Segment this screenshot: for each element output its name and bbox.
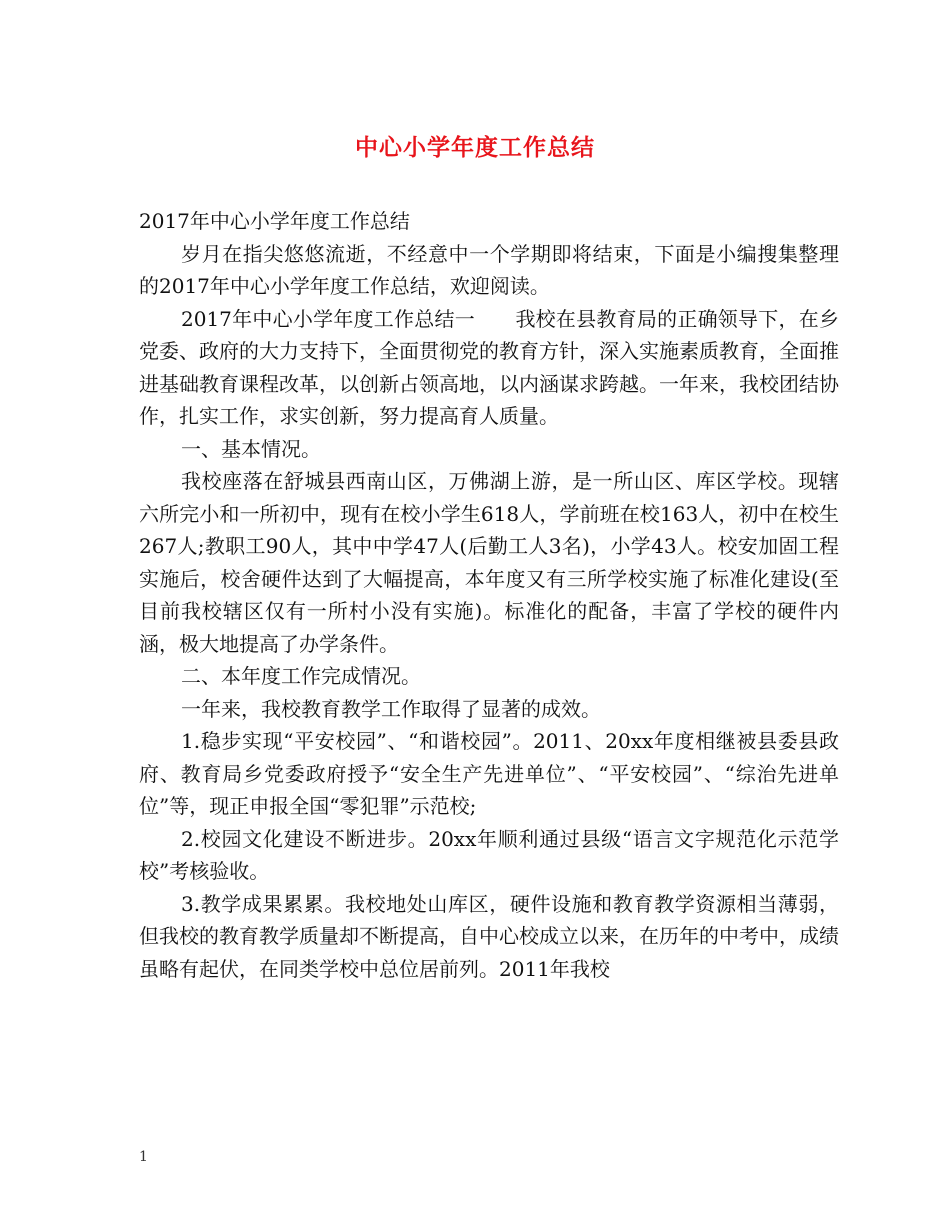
body-paragraph: 2017年中心小学年度工作总结 [139, 209, 410, 233]
page-number: 1 [139, 1149, 148, 1165]
section-heading: 一、基本情况。 [181, 436, 321, 461]
body-paragraph: 岁月在指尖悠悠流逝，不经意中一个学期即将结束，下面是小编搜集整理的2017年中心小学年度工作总结，欢迎阅读。 [139, 241, 839, 298]
body-paragraph: 一年来，我校教育教学工作取得了显著的成效。 [181, 696, 601, 721]
document-body [139, 205, 839, 985]
body-paragraph: 2017年中心小学年度工作总结一 我校在县教育局的正确领导下，在乡党委、政府的大力支持下，全面贯彻党的教育方针，深入实施素质教育，全面推进基础教育课程改革，以创新占领高地，以内涵谋求跨越。一年来，我校团结协作，扎实工作，求实创新，努力提高育人质量。 [139, 306, 839, 428]
document-title: 中心小学年度工作总结 [355, 135, 595, 161]
body-paragraph: 我校座落在舒城县西南山区，万佛湖上游，是一所山区、库区学校。现辖六所完小和一所初中，现有在校小学生618人，学前班在校163人，初中在校生267人;教职工90人，其中中学47人(后勤工人3名)，小学43人。校安加固工程实施后，校舍硬件达到了大幅提高，本年度又有三所学校实施了标准化建设(至目前我校辖区仅有一所村小没有实施)。标准化的配备，丰富了学校的硬件内涵，极大地提高了办学条件。 [139, 469, 839, 656]
list-item: 1.稳步实现“平安校园”、“和谐校园”。2011、20xx年度相继被县委县政府、教育局乡党委政府授予“安全生产先进单位”、“平安校园”、“综治先进单位”等，现正申报全国“零犯罪”示范校; [139, 729, 839, 818]
list-item: 3.教学成果累累。我校地处山库区，硬件设施和教育教学资源相当薄弱，但我校的教育教学质量却不断提高，自中心校成立以来，在历年的中考中，成绩虽略有起伏，在同类学校中总位居前列。2011年我校 [139, 891, 839, 981]
section-heading: 二、本年度工作完成情况。 [181, 664, 421, 688]
list-item: 2.校园文化建设不断进步。20xx年顺利通过县级“语言文字规范化示范学校”考核验收。 [139, 826, 839, 883]
